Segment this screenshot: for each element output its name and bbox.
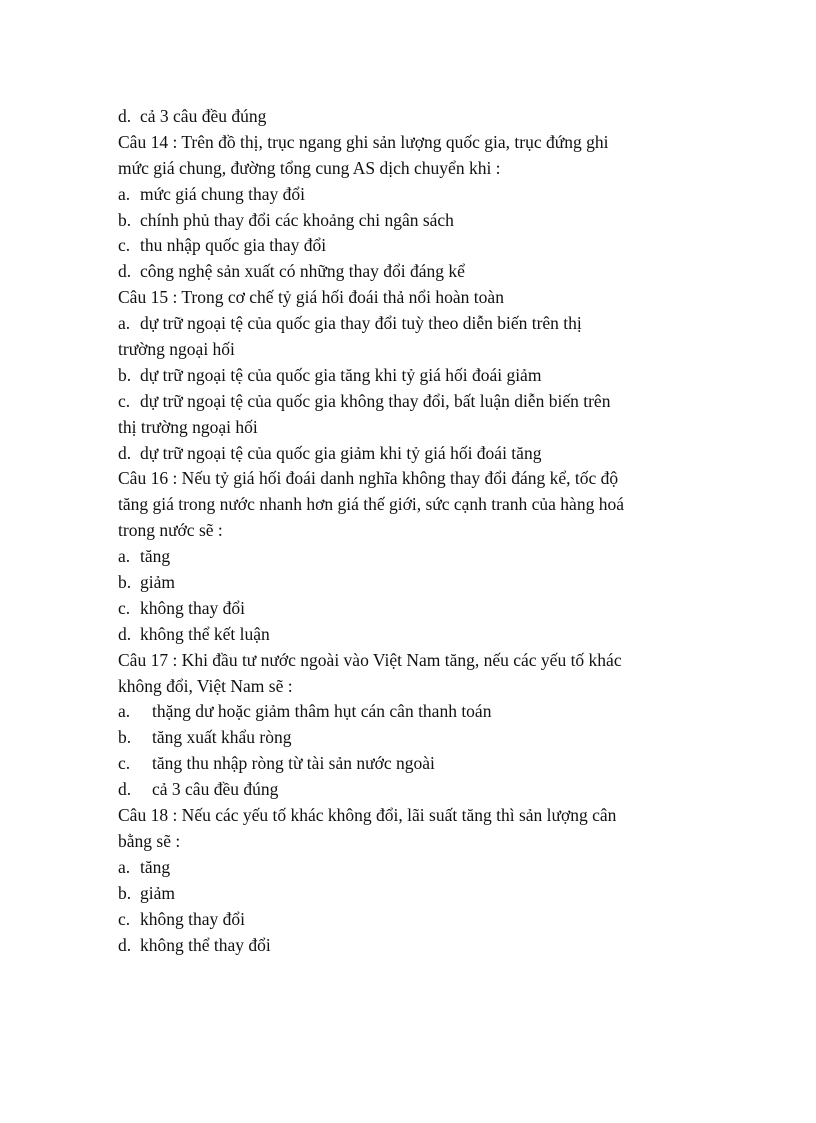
option-text: không thay đổi <box>140 908 245 929</box>
option-text: không thể kết luận <box>140 623 270 644</box>
option-text: thặng dư hoặc giảm thâm hụt cán cân thanh toán <box>152 701 492 722</box>
option-letter: a. <box>118 856 131 877</box>
question-block <box>118 285 698 466</box>
question-text: trong nước sẽ : <box>118 520 223 541</box>
option-text: tăng xuất khẩu ròng <box>152 727 292 748</box>
option-letter: a. <box>118 546 131 567</box>
answer-option <box>118 337 698 363</box>
option-text: công nghệ sản xuất có những thay đổi đáng kể <box>140 261 465 282</box>
question-text: mức giá chung, đường tổng cung AS dịch chuyển khi : <box>118 157 501 178</box>
answer-option <box>118 415 698 441</box>
option-text: giảm <box>140 572 175 593</box>
question-text: Câu 18 : Nếu các yếu tố khác không đổi, lãi suất tăng thì sản lượng cân <box>118 805 617 826</box>
answer-option <box>118 907 698 933</box>
option-letter: d. <box>118 261 132 282</box>
answer-option <box>118 777 698 803</box>
question-text: Câu 14 : Trên đồ thị, trục ngang ghi sản lượng quốc gia, trục đứng ghi <box>118 131 609 152</box>
option-text: dự trữ ngoại tệ của quốc gia thay đổi tuỳ theo diễn biến trên thị <box>140 313 582 334</box>
option-text: tăng <box>140 546 171 567</box>
option-letter: a. <box>118 313 131 334</box>
answer-option <box>118 233 698 259</box>
option-letter: a. <box>118 183 131 204</box>
option-text-continued: trường ngoại hối <box>118 339 235 360</box>
option-letter: d. <box>118 106 132 126</box>
answer-option <box>118 311 698 337</box>
question-block <box>118 648 698 803</box>
option-letter: d. <box>118 779 132 800</box>
question-text: Câu 16 : Nếu tỷ giá hối đoái danh nghĩa không thay đổi đáng kể, tốc độ <box>118 468 619 489</box>
answer-option <box>118 363 698 389</box>
option-text: mức giá chung thay đổi <box>140 183 306 204</box>
question-text: tăng giá trong nước nhanh hơn giá thế giới, sức cạnh tranh của hàng hoá <box>118 494 624 515</box>
option-text: tăng thu nhập ròng từ tài sản nước ngoài <box>152 753 435 774</box>
question-block <box>118 803 698 958</box>
question-text: Câu 17 : Khi đầu tư nước ngoài vào Việt Nam tăng, nếu các yếu tố khác <box>118 649 622 670</box>
option-letter: b. <box>118 727 132 748</box>
option-letter: b. <box>118 572 132 593</box>
option-text-continued: thị trường ngoại hối <box>118 416 258 437</box>
answer-option <box>118 208 698 234</box>
option-letter: b. <box>118 882 132 903</box>
option-text: không thể thay đổi <box>140 934 271 955</box>
document-page <box>118 104 698 958</box>
question-text: không đổi, Việt Nam sẽ : <box>118 675 293 696</box>
answer-option <box>118 725 698 751</box>
option-text: chính phủ thay đổi các khoảng chi ngân sách <box>140 209 454 230</box>
answer-option <box>118 881 698 907</box>
answer-option <box>118 622 698 648</box>
option-letter: c. <box>118 390 131 411</box>
answer-option <box>118 570 698 596</box>
option-letter: d. <box>118 442 132 463</box>
option-letter: c. <box>118 908 131 929</box>
answer-option <box>118 389 698 415</box>
answer-option <box>118 596 698 622</box>
option-letter: d. <box>118 623 132 644</box>
option-text: giảm <box>140 882 175 903</box>
option-letter: c. <box>118 753 131 774</box>
question-text: bằng sẽ : <box>118 830 181 851</box>
question-list <box>118 130 698 959</box>
option-text: tăng <box>140 856 171 877</box>
answer-option <box>118 855 698 881</box>
option-letter: b. <box>118 209 132 230</box>
option-letter: d. <box>118 934 132 955</box>
option-text: cả 3 câu đều đúng <box>152 779 279 800</box>
option-letter: b. <box>118 364 132 385</box>
option-text: thu nhập quốc gia thay đổi <box>140 235 327 256</box>
option-text: dự trữ ngoại tệ của quốc gia không thay đổi, bất luận diễn biến trên <box>140 390 611 411</box>
answer-option <box>118 441 698 467</box>
answer-option <box>118 259 698 285</box>
question-block <box>118 466 698 647</box>
option-text: không thay đổi <box>140 597 245 618</box>
answer-option <box>118 182 698 208</box>
answer-option <box>118 933 698 959</box>
answer-option <box>118 699 698 725</box>
option-letter: c. <box>118 597 131 618</box>
option-text: dự trữ ngoại tệ của quốc gia giảm khi tỷ giá hối đoái tăng <box>140 442 542 463</box>
option-letter: a. <box>118 701 131 722</box>
question-text: Câu 15 : Trong cơ chế tỷ giá hối đoái thả nổi hoàn toàn <box>118 287 504 308</box>
option-text: dự trữ ngoại tệ của quốc gia tăng khi tỷ giá hối đoái giảm <box>140 364 542 385</box>
lead-option <box>118 104 698 130</box>
question-block <box>118 130 698 285</box>
answer-option <box>118 544 698 570</box>
option-letter: c. <box>118 235 131 256</box>
answer-option <box>118 751 698 777</box>
option-text: cả 3 câu đều đúng <box>140 106 267 126</box>
